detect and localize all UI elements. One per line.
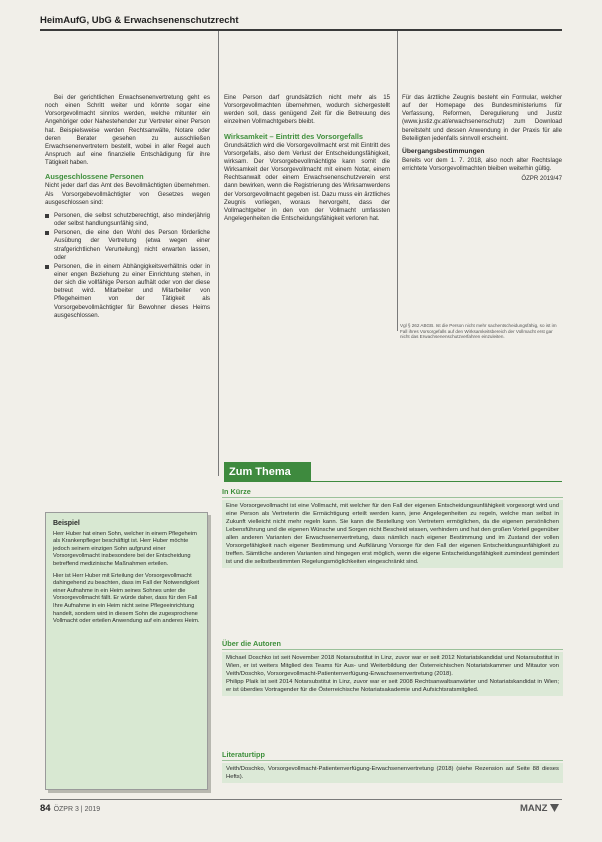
example-text: Herr Huber hat einen Sohn, welcher in einem Pflegeheim als Krankenpfleger beschäftigt ist. Herr Huber möchte jedoch seinem einzigen Sohn aufgrund einer Vorsorgevollmacht insbesondere bei der Entscheidung betreffend medizinische Maßnahmen erteilen. xyxy=(53,530,197,567)
column-rule-2 xyxy=(397,31,398,331)
in-kuerze-heading: In Kürze xyxy=(222,488,563,498)
paragraph: Bereits vor dem 1. 7. 2018, also noch alter Rechtslage errichtete Vorsorgevollmachten bleiben weiterhin gültig. xyxy=(402,157,562,173)
footer-rule xyxy=(40,799,562,800)
column-right xyxy=(402,94,562,184)
page-number: 84 xyxy=(40,803,51,814)
autoren-box xyxy=(222,652,563,696)
literaturtipp-heading: Literaturtipp xyxy=(222,751,563,761)
paragraph: Nicht jeder darf das Amt des Bevollmächtigten übernehmen. Als Vorsorgebevollmächtigter von Gesetzes wegen ausgeschlossen sind: xyxy=(45,182,210,206)
section-heading: Ausgeschlossene Personen xyxy=(45,172,144,182)
publisher-mark-icon xyxy=(550,804,559,812)
folio xyxy=(40,803,100,814)
column-left xyxy=(45,94,210,321)
author-bio: Philipp Plaik ist seit 2014 Notarsubstitut in Linz, zuvor war er seit 2008 Rechtsanwaltsanwärter und Notariatskandidat in Wien; er ist überdies Vortragender für die Österreichische Notariatsakademie und Aufsichtsratsmitglied. xyxy=(226,679,559,693)
list-item: Personen, die selbst schutzberechtigt, also minderjährig oder selbst handlungsunfähig sind, xyxy=(45,212,210,228)
autoren-section xyxy=(222,640,563,696)
author-bio: Michael Doschko ist seit November 2018 Notarsubstitut in Linz, zuvor war er seit 2012 Notariatskandidat und Notarsubstitut in Wien, er ist weiters Mitglied des Teams für Aus- und Weiterbildung der Österreichischen Notariatskammer und Mitautor von Veith/Doschko, Vorsorgevollmacht-Patientenverfügung-Erwachsenenvertretung (2018). xyxy=(226,655,559,677)
publisher-name: MANZ xyxy=(520,803,548,814)
paragraph: Für das ärztliche Zeugnis besteht ein Formular, welcher auf der Homepage des Bundesministeriums für Verfassung, Reformen, Deregulierung und Justiz (www.justiz.gv.at/erwachsenenschutz) zum Download bereitsteht und dessen Anwendung in der Praxis für alle Beteiligten jedenfalls sinnvoll erscheint. xyxy=(402,94,562,142)
example-title: Beispiel xyxy=(53,520,80,527)
list-item: Personen, die eine den Wohl des Person förderliche Ausübung der Vertretung (etwa wegen einer strafgerichtlichen Verurteilung) nicht erwarten lassen, oder xyxy=(45,229,210,262)
citation: ÖZPR 2019/47 xyxy=(521,175,562,183)
publisher-logo xyxy=(520,803,559,814)
paragraph: Eine Person darf grundsätzlich nicht mehr als 15 Vorsorgevollmachten übernehmen, wodurch sichergestellt werden soll, dass genügend Zeit für die Betreuung des einzelnen Vollmachtgebers bleibt. xyxy=(224,94,390,126)
journal-issue: ÖZPR 3 | 2019 xyxy=(53,806,101,813)
footnote: Vgl § 262 ABGB. Ist die Person nicht mehr sachentscheidungsfähig, so ist im Fall ihres Vorsorgefalls auf den Wirksamkeitsbereich der Vollmacht erst gar nicht das Erwachsenenschutzverfahren einzuleiten. xyxy=(400,323,557,340)
in-kuerze-section xyxy=(222,488,563,568)
column-middle xyxy=(224,94,390,228)
section-heading: Übergangsbestimmungen xyxy=(402,147,485,155)
header-rule xyxy=(40,29,562,31)
zum-thema-banner: Zum Thema xyxy=(224,462,311,482)
running-title: HeimAufG, UbG & Erwachsenenschutzrecht xyxy=(40,15,239,26)
autoren-heading: Über die Autoren xyxy=(222,640,563,650)
paragraph: Bei der gerichtlichen Erwachsenenvertretung geht es noch einen Schritt weiter und könnte sogar eine Vorsorgevollmacht sinnlos werden, welche mitunter ein Angehöriger oder Nahestehender zur Vertreter einer Person hat. Beispielsweise werden Rechtsanwälte, Notare oder deren Berater gesehen zu ausschließen Erwachsenenvertretern bestellt, wobei in aller Regel auch Anspruch auf eine finanzielle Entschädigung für ihre Tätigkeit haben. xyxy=(45,94,210,167)
section-heading: Wirksamkeit – Eintritt des Vorsorgefalls xyxy=(224,131,364,141)
column-rule-1 xyxy=(218,31,219,476)
bullet-list xyxy=(45,212,210,320)
literaturtipp-text: Veith/Doschko, Vorsorgevollmacht-Patientenverfügung-Erwachsenenvertretung (2018) (siehe Rezension auf Seite 88 dieses Hefts). xyxy=(222,763,563,783)
paragraph: Grundsätzlich wird die Vorsorgevollmacht erst mit Eintritt des Vorsorgefalls, also dem Verlust der Entscheidungsfähigkeit, wirksam. Der Vorsorgebevollmächtigte kann somit die Wirksamkeit der Vorsorgevollmacht mit einem Notar, einem Rechtsanwalt oder einem Erwachsenenschutzverein erst dann bewirken, wenn die Registrierung des Wirksamwerdens der Vorsorgevollmacht gegeben ist. Dazu muss ein ärztliches Zeugnis vorliegen, woraus hervorgeht, dass der Vollmachtgeber in den von der Vollmacht umfassten Angelegenheiten die Entscheidungsfähigkeit verloren hat. xyxy=(224,141,390,223)
literaturtipp-section xyxy=(222,751,563,783)
in-kuerze-text: Eine Vorsorgevollmacht ist eine Vollmacht, mit welcher für den Fall der eigenen Entscheidungsunfähigkeit vorgesorgt wird und eine Person als Vertreterin die Ermächtigung erteilt werden kann, jene Angelegenheiten zu regeln, welche man selbst in Zukunft vielleicht nicht mehr regeln kann. Sie kann die Bestellung von Vertretern ermöglichen, da die eigenen persönlichen Lebensführung und die eigenen Wünsche und Sorgen nicht Bescheid wissen, verhindern und hat den großen Vorteil gegenüber allen anderen Varianten der Erwachsenenvertretung, dass nämlich nach eigener Bestimmung und im Zustand der vollen Vorsorgefähigkeit nach eigener Bestimmung und Aufklärung Vorsorge für den Fall der eigenen Entscheidungsunfähigkeit zu treffen. Sämtliche anderen Varianten sind hingegen erst möglich, wenn die eigene Entscheidungsfähigkeit zumindest gemindert ist und die selbstbestimmten Regelungsmöglichkeiten eingeschränkt sind. xyxy=(222,500,563,568)
example-text: Hier ist Herr Huber mit Erteilung der Vorsorgevollmacht dahingehend zu beachten, dass im Fall der Notwendigkeit einer Aufnahme in ein Heim seines Sohnes unter die Vorsorgevollmacht fällt. Er würde daher, dass für den Fall Ihre Aufnahme in ein Heim nicht seine Pflegeeinrichtung handelt, sondern wird in diesem Sohn die zugesprochene Vollmacht oder erteilen Anwendung auf ein anderes Heim. xyxy=(53,572,200,625)
zum-thema-rule xyxy=(311,481,562,482)
list-item: Personen, die in einem Abhängigkeitsverhältnis oder in einer engen Beziehung zu einer Einrichtung stehen, in der sich die vollfähige Person aufhält oder von der diese betreut wird. Mitarbeiter und Mitarbeiter von Pflegeheimen von der Tätigkeit als Vorsorgebevollmächtigter für Bewohner dieses Heims ausgeschlossen. xyxy=(45,263,210,320)
example-box xyxy=(45,512,208,790)
